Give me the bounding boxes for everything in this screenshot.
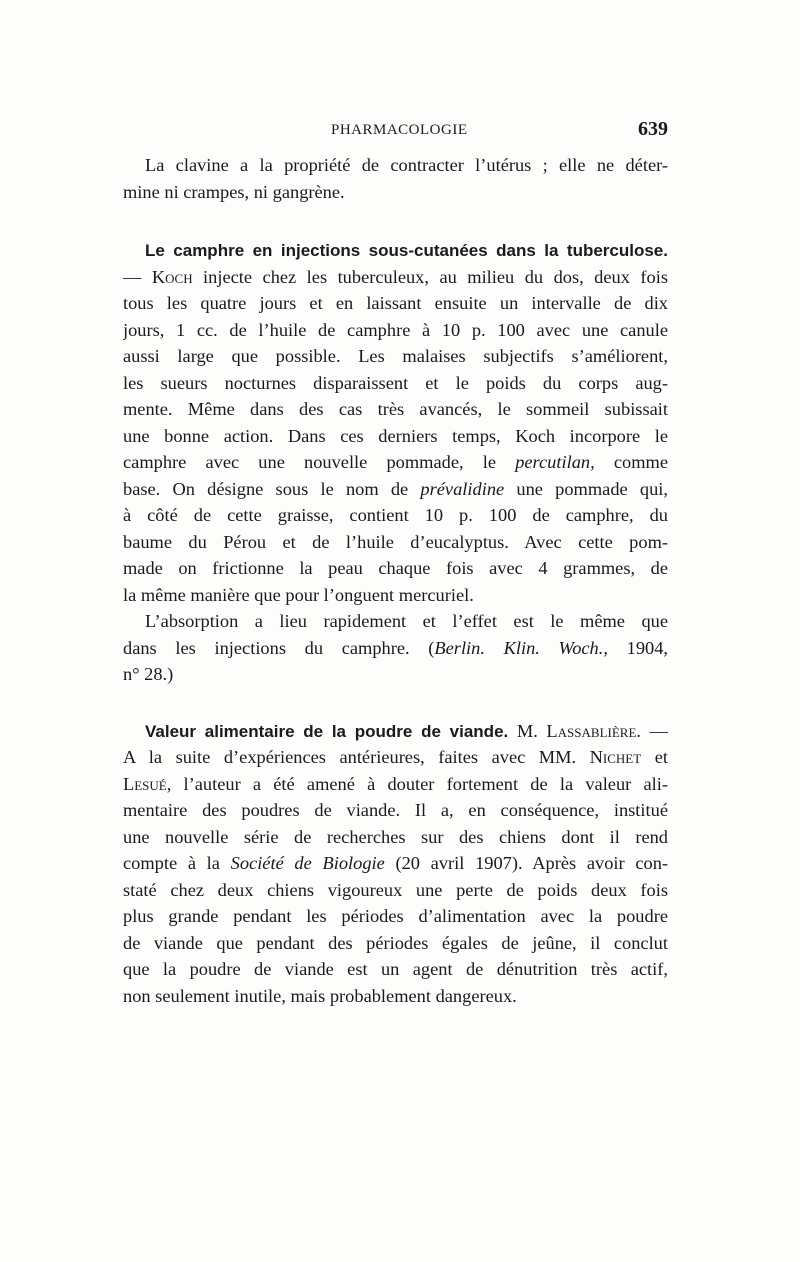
text-line: les sueurs nocturnes disparaissent et le poids du corps aug- (123, 372, 668, 393)
running-head: PHARMACOLOGIE (331, 122, 468, 138)
section-gap (123, 205, 668, 237)
text-line (123, 449, 668, 476)
text-line: n° 28.) (123, 664, 174, 684)
text-fragment: compte à la (123, 853, 231, 873)
text-fragment: A la suite d’expériences antérieures, faites avec MM. (123, 747, 590, 767)
text-line: à côté de cette graisse, contient 10 p. 100 de camphre, du (123, 505, 668, 525)
text-fragment: comme (594, 452, 668, 472)
author-name: Koch (151, 266, 193, 287)
text-line: plus grande pendant les périodes d’alimentation avec la poudre (123, 906, 668, 926)
author-name: Nichet (589, 747, 642, 767)
text-line (123, 718, 668, 745)
text-fragment: injecte chez les tuberculeux, au milieu du dos, deux fois (192, 266, 668, 287)
text-line: une bonne action. Dans ces derniers temps, Koch incorpore le (123, 425, 668, 446)
text-fragment: 1904, (607, 637, 668, 658)
text-fragment: M. (508, 720, 547, 741)
text-line: baume du Pérou et de l’huile d’eucalyptus. Avec cette pom- (123, 531, 668, 552)
journal-reference: Société de Biologie (230, 853, 385, 873)
text-line: de viande que pendant des périodes égales de jeûne, il conclut (123, 932, 668, 953)
author-name: Lassablière (546, 720, 637, 741)
text-fragment: . — (636, 720, 668, 741)
page-number: 639 (638, 118, 668, 140)
text-line: staté chez deux chiens vigoureux une perte de poids deux fois (123, 879, 668, 900)
text-line: tous les quatre jours et en laissant ensuite un intervalle de dix (123, 293, 668, 313)
body-text (123, 152, 668, 1009)
product-name: percutilan, (515, 452, 595, 472)
section-gap (123, 688, 668, 718)
dash: — (123, 266, 142, 287)
text-line: non seulement inutile, mais probablement dangereux. (123, 985, 517, 1006)
article-title: Le camphre en injections sous-cutanées dans la tuberculose. (145, 241, 668, 260)
text-line: mente. Même dans des cas très avancés, le sommeil subissait (123, 399, 668, 419)
text-line: que la poudre de viande est un agent de dénutrition très actif, (123, 959, 668, 979)
article-title-line (123, 237, 668, 264)
text-line: une nouvelle série de recherches sur des chiens dont il rend (123, 826, 668, 847)
text-line: la même manière que pour l’onguent mercuriel. (123, 584, 474, 605)
text-fragment: dans les injections du camphre. ( (123, 637, 435, 658)
page-header (123, 118, 668, 144)
text-fragment: une pommade qui, (504, 478, 668, 499)
text-line (123, 744, 668, 771)
text-line: La clavine a la propriété de contracter l’utérus ; elle ne déter- (145, 155, 668, 175)
text-fragment: camphre avec une nouvelle pommade, le (123, 452, 516, 472)
article-title: Valeur alimentaire de la poudre de viande. (145, 721, 509, 741)
text-line: mine ni crampes, ni gangrène. (123, 181, 345, 202)
text-fragment: , l’auteur a été amené à douter fortement de la valeur ali- (166, 773, 668, 794)
text-line (123, 850, 668, 877)
text-line: mentaire des poudres de viande. Il a, en conséquence, institué (123, 800, 668, 820)
text-line: aussi large que possible. Les malaises subjectifs s’améliorent, (123, 346, 668, 366)
text-fragment: et (641, 747, 668, 767)
text-line: L’absorption a lieu rapidement et l’effet est le même que (145, 611, 668, 631)
author-name: Lesué (123, 773, 167, 794)
journal-reference: Berlin. Klin. Woch., (434, 637, 608, 658)
text-line: jours, 1 cc. de l’huile de camphre à 10 p. 100 avec une canule (123, 319, 668, 340)
text-line (123, 635, 668, 662)
product-name: prévalidine (420, 478, 505, 499)
text-fragment: base. On désigne sous le nom de (123, 478, 421, 499)
text-line (123, 264, 668, 291)
text-line (123, 476, 668, 503)
text-fragment: (20 avril 1907). Après avoir con- (384, 853, 668, 873)
text-line: made on frictionne la peau chaque fois avec 4 grammes, de (123, 558, 668, 578)
text-line (123, 771, 668, 798)
